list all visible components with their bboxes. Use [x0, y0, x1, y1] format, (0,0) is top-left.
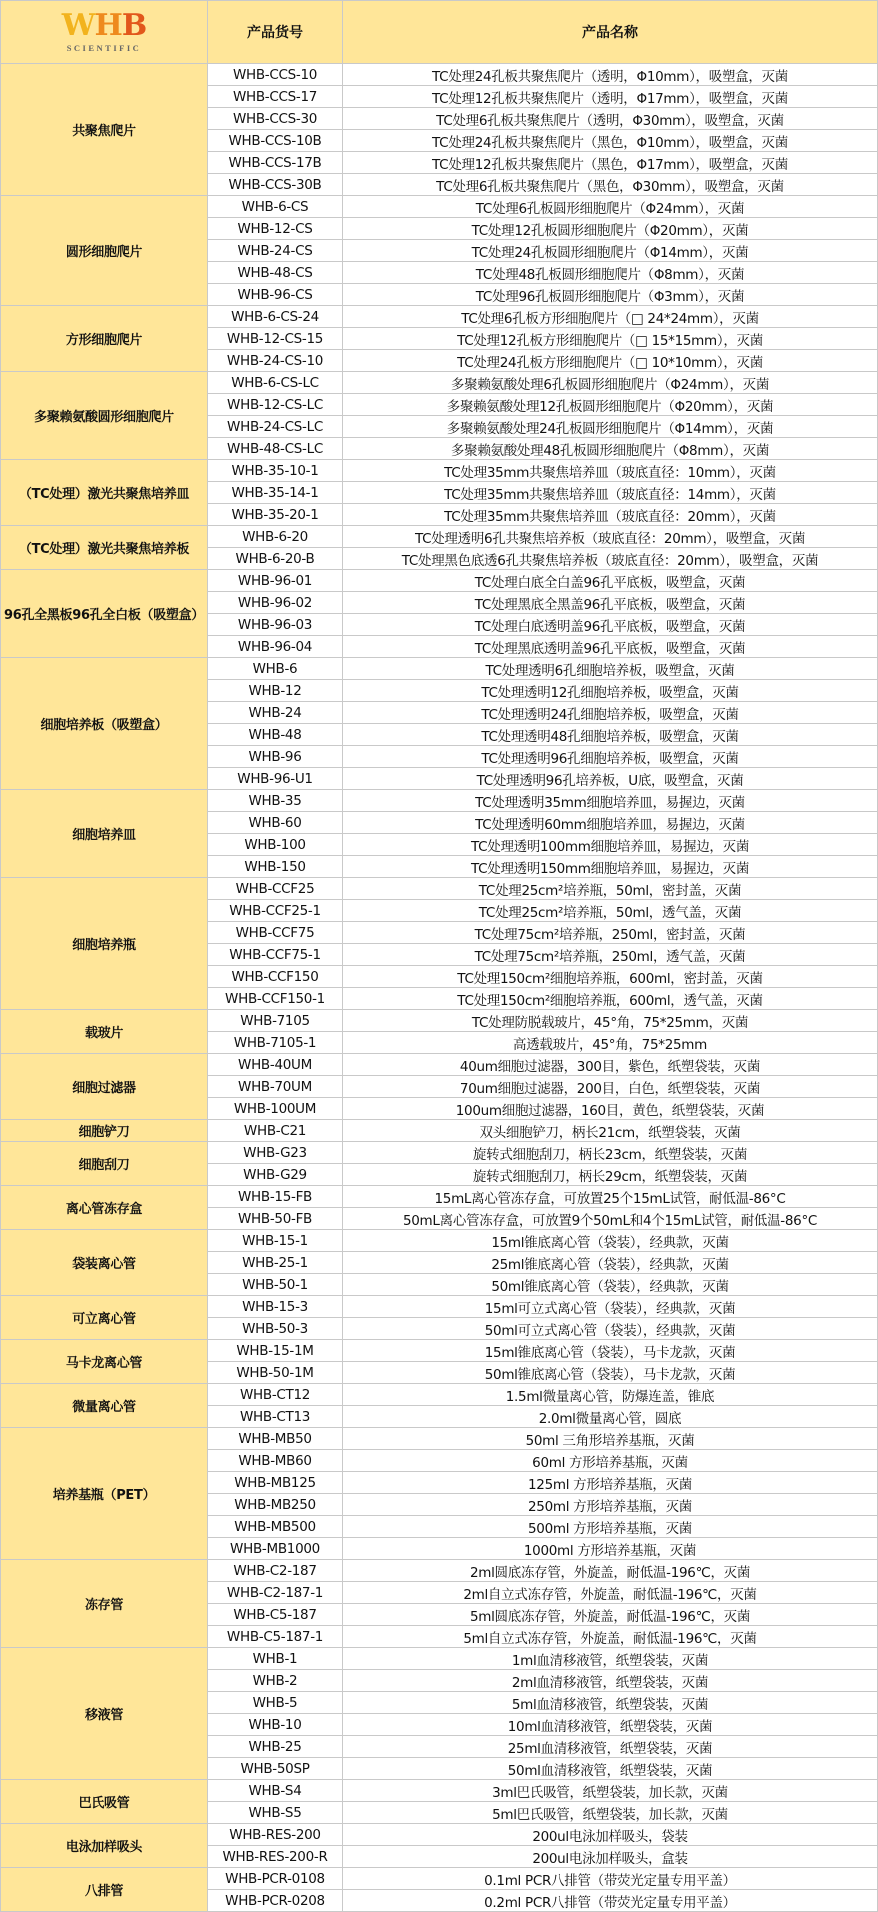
product-name: 50ml可立式离心管（袋装），经典款，灭菌 — [343, 1318, 878, 1340]
product-code: WHB-MB60 — [208, 1450, 343, 1472]
product-code: WHB-6-CS-LC — [208, 372, 343, 394]
category-cell: 巴氏吸管 — [1, 1780, 208, 1824]
product-name: TC处理透明48孔细胞培养板，吸塑盒，灭菌 — [343, 724, 878, 746]
product-name: TC处理透明24孔细胞培养板，吸塑盒，灭菌 — [343, 702, 878, 724]
product-code: WHB-24-CS — [208, 240, 343, 262]
product-code: WHB-G29 — [208, 1164, 343, 1186]
product-code: WHB-C2-187 — [208, 1560, 343, 1582]
category-cell: 八排管 — [1, 1868, 208, 1912]
product-name: 70um细胞过滤器，200目，白色，纸塑袋装，灭菌 — [343, 1076, 878, 1098]
product-code: WHB-CCS-10B — [208, 130, 343, 152]
product-code: WHB-40UM — [208, 1054, 343, 1076]
product-code: WHB-12-CS-15 — [208, 328, 343, 350]
product-code: WHB-12-CS-LC — [208, 394, 343, 416]
product-rows — [1, 64, 878, 1912]
product-name: 40um细胞过滤器，300目，紫色，纸塑袋装，灭菌 — [343, 1054, 878, 1076]
category-cell: 移液管 — [1, 1648, 208, 1780]
product-code: WHB-96-CS — [208, 284, 343, 306]
product-code: WHB-7105-1 — [208, 1032, 343, 1054]
product-name: TC处理150cm²细胞培养瓶，600ml，透气盖，灭菌 — [343, 988, 878, 1010]
product-code: WHB-C5-187 — [208, 1604, 343, 1626]
product-name: 5ml圆底冻存管，外旋盖，耐低温-196℃，灭菌 — [343, 1604, 878, 1626]
product-code: WHB-35-14-1 — [208, 482, 343, 504]
product-name: TC处理25cm²培养瓶，50ml，密封盖，灭菌 — [343, 878, 878, 900]
table-row — [1, 1384, 878, 1406]
product-name: 0.1ml PCR八排管（带荧光定量专用平盖） — [343, 1868, 878, 1890]
logo-cell — [1, 1, 208, 64]
product-code: WHB-12-CS — [208, 218, 343, 240]
logo-subtitle: SCIENTIFIC — [66, 43, 142, 53]
product-name: TC处理透明96孔培养板，U底，吸塑盒，灭菌 — [343, 768, 878, 790]
product-code: WHB-CCF150-1 — [208, 988, 343, 1010]
product-name: TC处理75cm²培养瓶，250ml，密封盖，灭菌 — [343, 922, 878, 944]
product-code: WHB-CCF75 — [208, 922, 343, 944]
product-code: WHB-24 — [208, 702, 343, 724]
product-code: WHB-MB500 — [208, 1516, 343, 1538]
product-name: 旋转式细胞刮刀，柄长23cm，纸塑袋装，灭菌 — [343, 1142, 878, 1164]
product-code: WHB-MB1000 — [208, 1538, 343, 1560]
product-code: WHB-CT13 — [208, 1406, 343, 1428]
product-name: TC处理6孔板共聚焦爬片（黑色，Φ30mm），吸塑盒，灭菌 — [343, 174, 878, 196]
product-name: 125ml 方形培养基瓶，灭菌 — [343, 1472, 878, 1494]
category-cell: 细胞刮刀 — [1, 1142, 208, 1186]
product-code: WHB-C5-187-1 — [208, 1626, 343, 1648]
category-cell: 圆形细胞爬片 — [1, 196, 208, 306]
header-product-code: 产品货号 — [208, 1, 343, 64]
table-row — [1, 1428, 878, 1450]
product-code: WHB-CT12 — [208, 1384, 343, 1406]
product-name: TC处理12孔板共聚焦爬片（黑色，Φ17mm），吸塑盒，灭菌 — [343, 152, 878, 174]
category-cell: 袋装离心管 — [1, 1230, 208, 1296]
product-code: WHB-25 — [208, 1736, 343, 1758]
product-code: WHB-96 — [208, 746, 343, 768]
product-name: 1000ml 方形培养基瓶，灭菌 — [343, 1538, 878, 1560]
product-code: WHB-15-FB — [208, 1186, 343, 1208]
product-code: WHB-35 — [208, 790, 343, 812]
category-cell: 细胞培养皿 — [1, 790, 208, 878]
product-code: WHB-96-03 — [208, 614, 343, 636]
product-name: 250ml 方形培养基瓶，灭菌 — [343, 1494, 878, 1516]
category-cell: 载玻片 — [1, 1010, 208, 1054]
category-cell: 细胞培养板（吸塑盒） — [1, 658, 208, 790]
product-code: WHB-25-1 — [208, 1252, 343, 1274]
product-name: TC处理黑底全黑盖96孔平底板，吸塑盒，灭菌 — [343, 592, 878, 614]
product-code: WHB-15-1M — [208, 1340, 343, 1362]
product-code: WHB-6 — [208, 658, 343, 680]
product-code: WHB-S5 — [208, 1802, 343, 1824]
product-code: WHB-48 — [208, 724, 343, 746]
product-name: TC处理24孔板共聚焦爬片（黑色，Φ10mm），吸塑盒，灭菌 — [343, 130, 878, 152]
product-name: 500ml 方形培养基瓶，灭菌 — [343, 1516, 878, 1538]
product-name: TC处理24孔板圆形细胞爬片（Φ14mm），灭菌 — [343, 240, 878, 262]
product-name: TC处理白底全白盖96孔平底板，吸塑盒，灭菌 — [343, 570, 878, 592]
product-code: WHB-C2-187-1 — [208, 1582, 343, 1604]
product-code: WHB-48-CS-LC — [208, 438, 343, 460]
product-code: WHB-C21 — [208, 1120, 343, 1142]
product-name: 15ml锥底离心管（袋装），经典款，灭菌 — [343, 1230, 878, 1252]
product-name: 15ml可立式离心管（袋装），经典款，灭菌 — [343, 1296, 878, 1318]
table-row — [1, 1780, 878, 1802]
product-code: WHB-15-3 — [208, 1296, 343, 1318]
product-name: TC处理25cm²培养瓶，50ml，透气盖，灭菌 — [343, 900, 878, 922]
table-row — [1, 1142, 878, 1164]
table-row — [1, 1648, 878, 1670]
product-code: WHB-96-U1 — [208, 768, 343, 790]
product-code: WHB-6-20-B — [208, 548, 343, 570]
whb-logo: WHB SCIENTIFIC — [61, 8, 147, 53]
product-code: WHB-96-04 — [208, 636, 343, 658]
category-cell: 细胞培养瓶 — [1, 878, 208, 1010]
table-row — [1, 1010, 878, 1032]
product-name: TC处理透明150mm细胞培养皿，易握边，灭菌 — [343, 856, 878, 878]
product-code: WHB-CCS-17 — [208, 86, 343, 108]
table-row — [1, 658, 878, 680]
table-row — [1, 790, 878, 812]
product-name: 双头细胞铲刀，柄长21cm，纸塑袋装，灭菌 — [343, 1120, 878, 1142]
product-name: 5ml血清移液管，纸塑袋装，灭菌 — [343, 1692, 878, 1714]
product-name: 3ml巴氏吸管，纸塑袋装，加长款，灭菌 — [343, 1780, 878, 1802]
product-code: WHB-100UM — [208, 1098, 343, 1120]
category-cell: 培养基瓶（PET） — [1, 1428, 208, 1560]
product-name: 25ml锥底离心管（袋装），经典款，灭菌 — [343, 1252, 878, 1274]
category-cell: 多聚赖氨酸圆形细胞爬片 — [1, 372, 208, 460]
product-name: 1.5ml微量离心管，防爆连盖，锥底 — [343, 1384, 878, 1406]
product-code: WHB-MB125 — [208, 1472, 343, 1494]
product-name: TC处理透明60mm细胞培养皿，易握边，灭菌 — [343, 812, 878, 834]
product-name: 多聚赖氨酸处理48孔板圆形细胞爬片（Φ8mm），灭菌 — [343, 438, 878, 460]
product-name: 50mL离心管冻存盒，可放置9个50mL和4个15mL试管，耐低温-86°C — [343, 1208, 878, 1230]
product-code: WHB-48-CS — [208, 262, 343, 284]
product-code: WHB-35-10-1 — [208, 460, 343, 482]
product-code: WHB-10 — [208, 1714, 343, 1736]
product-code: WHB-MB250 — [208, 1494, 343, 1516]
product-code: WHB-1 — [208, 1648, 343, 1670]
table-row — [1, 526, 878, 548]
table-row — [1, 1054, 878, 1076]
table-row — [1, 372, 878, 394]
product-code: WHB-RES-200-R — [208, 1846, 343, 1868]
product-code: WHB-50-3 — [208, 1318, 343, 1340]
product-name: 15mL离心管冻存盒，可放置25个15mL试管，耐低温-86°C — [343, 1186, 878, 1208]
product-code: WHB-MB50 — [208, 1428, 343, 1450]
product-code: WHB-7105 — [208, 1010, 343, 1032]
product-name: TC处理6孔板圆形细胞爬片（Φ24mm），灭菌 — [343, 196, 878, 218]
product-name: TC处理150cm²细胞培养瓶，600ml，密封盖，灭菌 — [343, 966, 878, 988]
product-code: WHB-150 — [208, 856, 343, 878]
product-name: TC处理黑色底透6孔共聚焦培养板（玻底直径：20mm），吸塑盒，灭菌 — [343, 548, 878, 570]
table-row — [1, 1296, 878, 1318]
table-row — [1, 1868, 878, 1890]
product-name: 5ml巴氏吸管，纸塑袋装，加长款，灭菌 — [343, 1802, 878, 1824]
product-name: TC处理24孔板方形细胞爬片（□ 10*10mm），灭菌 — [343, 350, 878, 372]
product-code: WHB-96-01 — [208, 570, 343, 592]
table-row — [1, 64, 878, 86]
product-name: TC处理75cm²培养瓶，250ml，透气盖，灭菌 — [343, 944, 878, 966]
product-name: TC处理35mm共聚焦培养皿（玻底直径：14mm），灭菌 — [343, 482, 878, 504]
category-cell: 共聚焦爬片 — [1, 64, 208, 196]
product-code: WHB-CCF25 — [208, 878, 343, 900]
product-code: WHB-CCS-17B — [208, 152, 343, 174]
product-name: TC处理12孔板共聚焦爬片（透明，Φ17mm），吸塑盒，灭菌 — [343, 86, 878, 108]
product-name: 50ml锥底离心管（袋装），经典款，灭菌 — [343, 1274, 878, 1296]
product-code: WHB-6-20 — [208, 526, 343, 548]
product-name: 50ml血清移液管，纸塑袋装，灭菌 — [343, 1758, 878, 1780]
product-name: TC处理96孔板圆形细胞爬片（Φ3mm），灭菌 — [343, 284, 878, 306]
product-name: 100um细胞过滤器，160目，黄色，纸塑袋装，灭菌 — [343, 1098, 878, 1120]
product-name: TC处理透明35mm细胞培养皿，易握边，灭菌 — [343, 790, 878, 812]
category-cell: 细胞过滤器 — [1, 1054, 208, 1120]
product-code: WHB-S4 — [208, 1780, 343, 1802]
category-cell: 马卡龙离心管 — [1, 1340, 208, 1384]
table-row — [1, 196, 878, 218]
product-name: TC处理35mm共聚焦培养皿（玻底直径：20mm），灭菌 — [343, 504, 878, 526]
product-code: WHB-12 — [208, 680, 343, 702]
product-name: 2ml圆底冻存管，外旋盖，耐低温-196℃，灭菌 — [343, 1560, 878, 1582]
category-cell: 细胞铲刀 — [1, 1120, 208, 1142]
product-name: 25ml血清移液管，纸塑袋装，灭菌 — [343, 1736, 878, 1758]
product-name: 200ul电泳加样吸头，盒装 — [343, 1846, 878, 1868]
table-row — [1, 1120, 878, 1142]
category-cell: 离心管冻存盒 — [1, 1186, 208, 1230]
table-row — [1, 878, 878, 900]
product-code: WHB-CCS-10 — [208, 64, 343, 86]
category-cell: 方形细胞爬片 — [1, 306, 208, 372]
product-name: 2.0ml微量离心管，圆底 — [343, 1406, 878, 1428]
product-code: WHB-CCS-30B — [208, 174, 343, 196]
category-cell: 可立离心管 — [1, 1296, 208, 1340]
product-name: TC处理透明6孔细胞培养板，吸塑盒，灭菌 — [343, 658, 878, 680]
category-cell: 96孔全黑板96孔全白板（吸塑盒） — [1, 570, 208, 658]
product-name: TC处理35mm共聚焦培养皿（玻底直径：10mm），灭菌 — [343, 460, 878, 482]
product-code: WHB-50-FB — [208, 1208, 343, 1230]
category-cell: 冻存管 — [1, 1560, 208, 1648]
product-name: TC处理6孔板方形细胞爬片（□ 24*24mm），灭菌 — [343, 306, 878, 328]
table-row — [1, 1186, 878, 1208]
product-code: WHB-15-1 — [208, 1230, 343, 1252]
product-name: 多聚赖氨酸处理12孔板圆形细胞爬片（Φ20mm），灭菌 — [343, 394, 878, 416]
table-row — [1, 570, 878, 592]
product-name: 2ml自立式冻存管，外旋盖，耐低温-196℃，灭菌 — [343, 1582, 878, 1604]
product-code: WHB-50SP — [208, 1758, 343, 1780]
product-name: TC处理6孔板共聚焦爬片（透明，Φ30mm），吸塑盒，灭菌 — [343, 108, 878, 130]
product-code: WHB-35-20-1 — [208, 504, 343, 526]
product-name: 50ml锥底离心管（袋装），马卡龙款，灭菌 — [343, 1362, 878, 1384]
product-name: 200ul电泳加样吸头，袋装 — [343, 1824, 878, 1846]
product-name: 10ml血清移液管，纸塑袋装，灭菌 — [343, 1714, 878, 1736]
product-code: WHB-100 — [208, 834, 343, 856]
table-row — [1, 1230, 878, 1252]
category-cell: （TC处理）激光共聚焦培养皿 — [1, 460, 208, 526]
product-code: WHB-PCR-0208 — [208, 1890, 343, 1912]
product-name: 15ml锥底离心管（袋装），马卡龙款，灭菌 — [343, 1340, 878, 1362]
product-name: TC处理透明96孔细胞培养板，吸塑盒，灭菌 — [343, 746, 878, 768]
product-name: TC处理48孔板圆形细胞爬片（Φ8mm），灭菌 — [343, 262, 878, 284]
header-product-name: 产品名称 — [343, 1, 878, 64]
product-name: 0.2ml PCR八排管（带荧光定量专用平盖） — [343, 1890, 878, 1912]
category-cell: 电泳加样吸头 — [1, 1824, 208, 1868]
product-code: WHB-24-CS-LC — [208, 416, 343, 438]
product-code: WHB-50-1 — [208, 1274, 343, 1296]
product-code: WHB-5 — [208, 1692, 343, 1714]
product-name: 旋转式细胞刮刀，柄长29cm，纸塑袋装，灭菌 — [343, 1164, 878, 1186]
product-code: WHB-RES-200 — [208, 1824, 343, 1846]
product-code: WHB-2 — [208, 1670, 343, 1692]
header-row — [1, 1, 878, 64]
table-row — [1, 1560, 878, 1582]
product-code: WHB-CCF75-1 — [208, 944, 343, 966]
product-code: WHB-24-CS-10 — [208, 350, 343, 372]
product-code: WHB-6-CS-24 — [208, 306, 343, 328]
product-name: 5ml自立式冻存管，外旋盖，耐低温-196℃，灭菌 — [343, 1626, 878, 1648]
product-name: TC处理防脱载玻片，45°角，75*25mm，灭菌 — [343, 1010, 878, 1032]
product-name: TC处理白底透明盖96孔平底板，吸塑盒，灭菌 — [343, 614, 878, 636]
table-row — [1, 460, 878, 482]
product-code: WHB-G23 — [208, 1142, 343, 1164]
product-code: WHB-96-02 — [208, 592, 343, 614]
product-name: 高透载玻片，45°角，75*25mm — [343, 1032, 878, 1054]
product-name: TC处理透明6孔共聚焦培养板（玻底直径：20mm），吸塑盒，灭菌 — [343, 526, 878, 548]
product-code: WHB-CCF150 — [208, 966, 343, 988]
product-code: WHB-6-CS — [208, 196, 343, 218]
product-code: WHB-CCS-30 — [208, 108, 343, 130]
category-cell: 微量离心管 — [1, 1384, 208, 1428]
category-cell: （TC处理）激光共聚焦培养板 — [1, 526, 208, 570]
product-name: TC处理12孔板圆形细胞爬片（Φ20mm），灭菌 — [343, 218, 878, 240]
product-code: WHB-PCR-0108 — [208, 1868, 343, 1890]
product-name: 50ml 三角形培养基瓶，灭菌 — [343, 1428, 878, 1450]
product-name: 60ml 方形培养基瓶，灭菌 — [343, 1450, 878, 1472]
product-name: 1ml血清移液管，纸塑袋装，灭菌 — [343, 1648, 878, 1670]
product-code: WHB-60 — [208, 812, 343, 834]
product-name: 多聚赖氨酸处理6孔板圆形细胞爬片（Φ24mm），灭菌 — [343, 372, 878, 394]
product-name: TC处理24孔板共聚焦爬片（透明，Φ10mm），吸塑盒，灭菌 — [343, 64, 878, 86]
product-code: WHB-CCF25-1 — [208, 900, 343, 922]
product-name: TC处理12孔板方形细胞爬片（□ 15*15mm），灭菌 — [343, 328, 878, 350]
product-name: TC处理透明12孔细胞培养板，吸塑盒，灭菌 — [343, 680, 878, 702]
product-code: WHB-50-1M — [208, 1362, 343, 1384]
product-name: TC处理透明100mm细胞培养皿，易握边，灭菌 — [343, 834, 878, 856]
product-code: WHB-70UM — [208, 1076, 343, 1098]
table-row — [1, 1340, 878, 1362]
product-name: TC处理黑底透明盖96孔平底板，吸塑盒，灭菌 — [343, 636, 878, 658]
table-row — [1, 1824, 878, 1846]
product-name: 多聚赖氨酸处理24孔板圆形细胞爬片（Φ14mm），灭菌 — [343, 416, 878, 438]
product-name: 2ml血清移液管，纸塑袋装，灭菌 — [343, 1670, 878, 1692]
table-row — [1, 306, 878, 328]
